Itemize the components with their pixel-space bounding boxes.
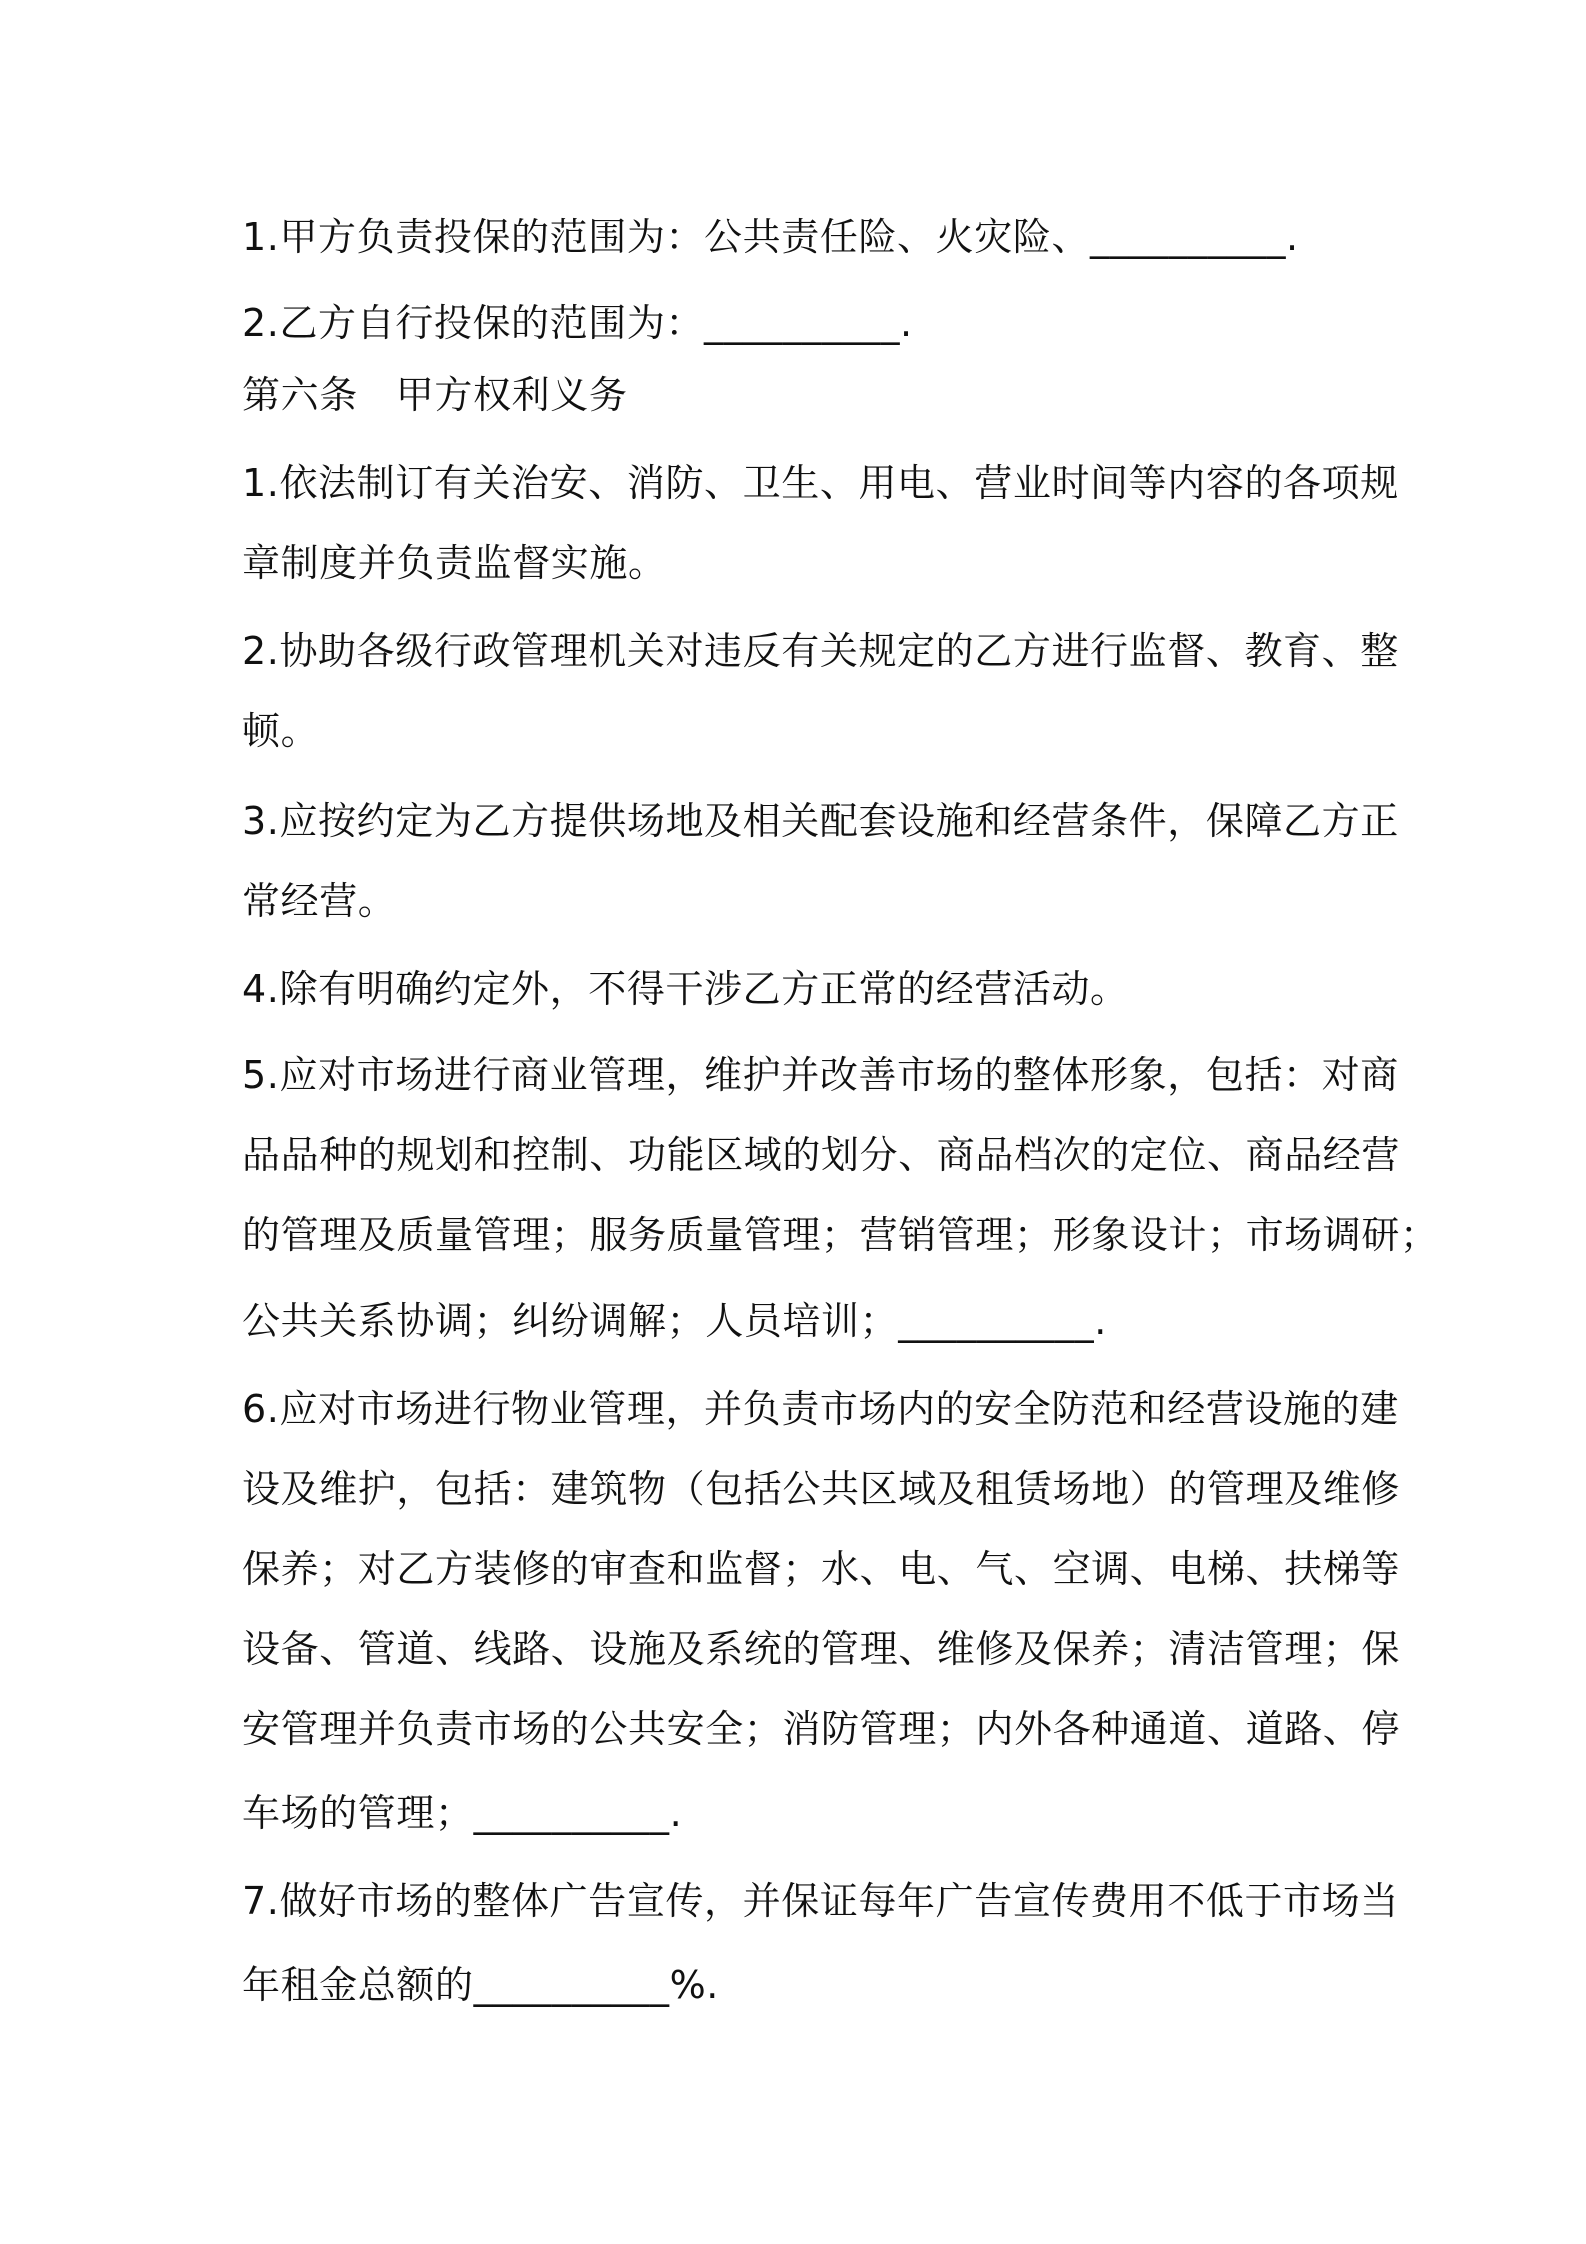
clause-6-6-line-2: 设及维护，包括：建筑物（包括公共区域及租赁场地）的管理及维修 <box>242 1467 1401 1511</box>
clause-6-6-line-6: 车场的管理；__________. <box>242 1791 683 1835</box>
clause-6-4: 4.除有明确约定外，不得干涉乙方正常的经营活动。 <box>242 967 1129 1011</box>
article-heading <box>242 370 627 420</box>
clause-6-7-line-2: 年租金总额的__________%. <box>242 1963 719 2007</box>
clause-6-2-line-2: 顿。 <box>242 709 320 753</box>
clause-6-1-line-1: 1.依法制订有关治安、消防、卫生、用电、营业时间等内容的各项规 <box>242 461 1399 505</box>
clause-5-2: 2.乙方自行投保的范围为：__________. <box>242 301 913 345</box>
clause-6-3-line-1: 3.应按约定为乙方提供场地及相关配套设施和经营条件，保障乙方正 <box>242 799 1399 843</box>
clause-6-2-line-1: 2.协助各级行政管理机关对违反有关规定的乙方进行监督、教育、整 <box>242 629 1399 673</box>
clause-6-6-line-1: 6.应对市场进行物业管理，并负责市场内的安全防范和经营设施的建 <box>242 1387 1399 1431</box>
clause-5-1: 1.甲方负责投保的范围为：公共责任险、火灾险、__________. <box>242 215 1299 259</box>
article-title: 甲方权利义务 <box>395 373 628 417</box>
clause-6-6-line-4: 设备、管道、线路、设施及系统的管理、维修及保养；清洁管理；保 <box>242 1627 1401 1671</box>
clause-6-1-line-2: 章制度并负责监督实施。 <box>242 541 667 585</box>
clause-6-6-line-3: 保养；对乙方装修的审查和监督；水、电、气、空调、电梯、扶梯等 <box>242 1547 1401 1591</box>
clause-6-5-line-3: 的管理及质量管理；服务质量管理；营销管理；形象设计；市场调研； <box>242 1213 1439 1257</box>
clause-6-5-line-4: 公共关系协调；纠纷调解；人员培训；__________. <box>242 1299 1107 1343</box>
clause-6-5-line-1: 5.应对市场进行商业管理，维护并改善市场的整体形象，包括：对商 <box>242 1053 1399 1097</box>
clause-6-6-line-5: 安管理并负责市场的公共安全；消防管理；内外各种通道、道路、停 <box>242 1707 1401 1751</box>
clause-6-7-line-1: 7.做好市场的整体广告宣传，并保证每年广告宣传费用不低于市场当 <box>242 1879 1399 1923</box>
clause-6-5-line-2: 品品种的规划和控制、功能区域的划分、商品档次的定位、商品经营 <box>242 1133 1401 1177</box>
clause-6-3-line-2: 常经营。 <box>242 879 397 923</box>
article-number: 第六条 <box>242 373 358 417</box>
